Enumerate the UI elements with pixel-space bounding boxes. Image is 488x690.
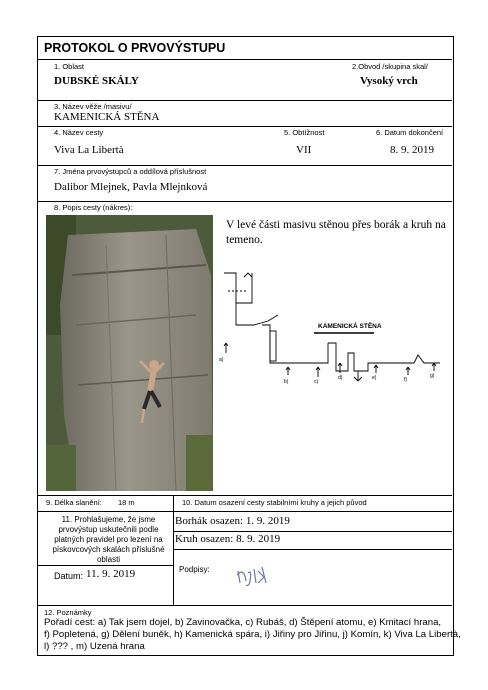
borhak-osazen: Borhák osazen: 1. 9. 2019: [175, 515, 290, 527]
sketch-letter: g): [430, 373, 435, 379]
prvovystupci-value: Dalibor Mlejnek, Pavla Mlejnková: [54, 181, 208, 193]
route-photo: [46, 215, 213, 491]
sketch-letter: d): [338, 375, 343, 381]
obvod-value: Vysoký vrch: [360, 75, 418, 87]
prohlaseni-line: platných pravidel pro lezení na: [54, 535, 163, 544]
popis-text-line2: temeno.: [226, 234, 263, 246]
divider: [38, 605, 452, 606]
obtiznost-value: VII: [296, 144, 312, 156]
prvovystupci-label: 7. Jména prvovýstupců a oddílová příslušnost: [54, 167, 207, 176]
route-sketch: [218, 263, 448, 403]
divider: [38, 495, 452, 496]
sketch-letter: c): [314, 379, 319, 385]
divider: [173, 495, 174, 605]
datum-dokonceni-label: 6. Datum dokončení: [376, 128, 444, 137]
divider: [38, 100, 452, 101]
divider: [173, 549, 452, 550]
protocol-form: [37, 36, 461, 656]
slaneni-label: 9. Délka slanění:: [46, 498, 102, 507]
divider: [38, 126, 452, 127]
popis-label: 8. Popis cesty (nákres):: [54, 203, 133, 212]
oblast-label: 1. Oblast: [54, 62, 85, 71]
prohlaseni-line: oblasti: [96, 555, 121, 564]
prohlaseni-line: pískovcových skalách příslušné: [52, 545, 165, 554]
sketch-letter: e): [372, 375, 377, 381]
sketch-letter: a): [219, 357, 224, 363]
poznamky-line: Pořadí cest: a) Tak jsem dojel, b) Zavinovačka, c) Rubáš, d) Štěpení atomu, e) Kmitací hrana,: [44, 617, 442, 628]
sketch-letter: f): [404, 377, 408, 383]
poznamky-line: f) Popletená, g) Dělení buněk, h) Kamenická spára, i) Jiřiny pro Jiřinu, j) Komín, k) Viva La Libertà,: [44, 629, 461, 640]
prohlaseni: [46, 515, 171, 565]
vez-value: KAMENICKÁ STĚNA: [54, 111, 160, 123]
divider: [38, 565, 173, 566]
popis-text-line1: V levé části masivu stěnou přes borák a kruh na: [226, 219, 446, 231]
form-title: PROTOKOL O PRVOVÝSTUPU: [44, 41, 226, 55]
kruh-osazen: Kruh osazen: 8. 9. 2019: [175, 533, 281, 545]
osazeni-label: 10. Datum osazení cesty stabilními kruhy a jejich původ: [182, 498, 367, 507]
poznamky-line: l) ??? , m) Uzená hrana: [44, 641, 145, 652]
prohlaseni-line: prvovýstup uskutečnili podle: [58, 525, 159, 534]
divider: [38, 511, 452, 512]
divider: [38, 59, 452, 60]
divider: [38, 165, 452, 166]
sketch-label: KAMENICKÁ STĚNA: [318, 323, 382, 330]
divider: [38, 201, 452, 202]
poznamky-text: [44, 617, 461, 653]
oblast-value: DUBSKÉ SKÁLY: [54, 75, 139, 87]
datum-dokonceni-value: 8. 9. 2019: [390, 144, 434, 156]
podpisy-label: Podpisy:: [179, 565, 210, 574]
cesta-label: 4. Název cesty: [54, 128, 104, 137]
signature: [234, 561, 274, 596]
slaneni-value: 18 m: [118, 498, 135, 507]
sketch-letter: b): [284, 379, 289, 385]
cesta-value: Viva La Libertà: [54, 144, 124, 156]
datum-label: Datum:: [54, 571, 84, 581]
poznamky-label: 12. Poznámky: [44, 608, 92, 617]
obvod-label: 2.Obvod /skupina skal/: [352, 62, 428, 71]
datum-value: 11. 9. 2019: [86, 568, 136, 580]
divider: [173, 531, 452, 532]
vez-label: 3. Název věže /masivu/: [54, 102, 132, 111]
obtiznost-label: 5. Obtížnost: [284, 128, 325, 137]
prohlaseni-line: 11. Prohlašujeme, že jsme: [61, 515, 156, 524]
